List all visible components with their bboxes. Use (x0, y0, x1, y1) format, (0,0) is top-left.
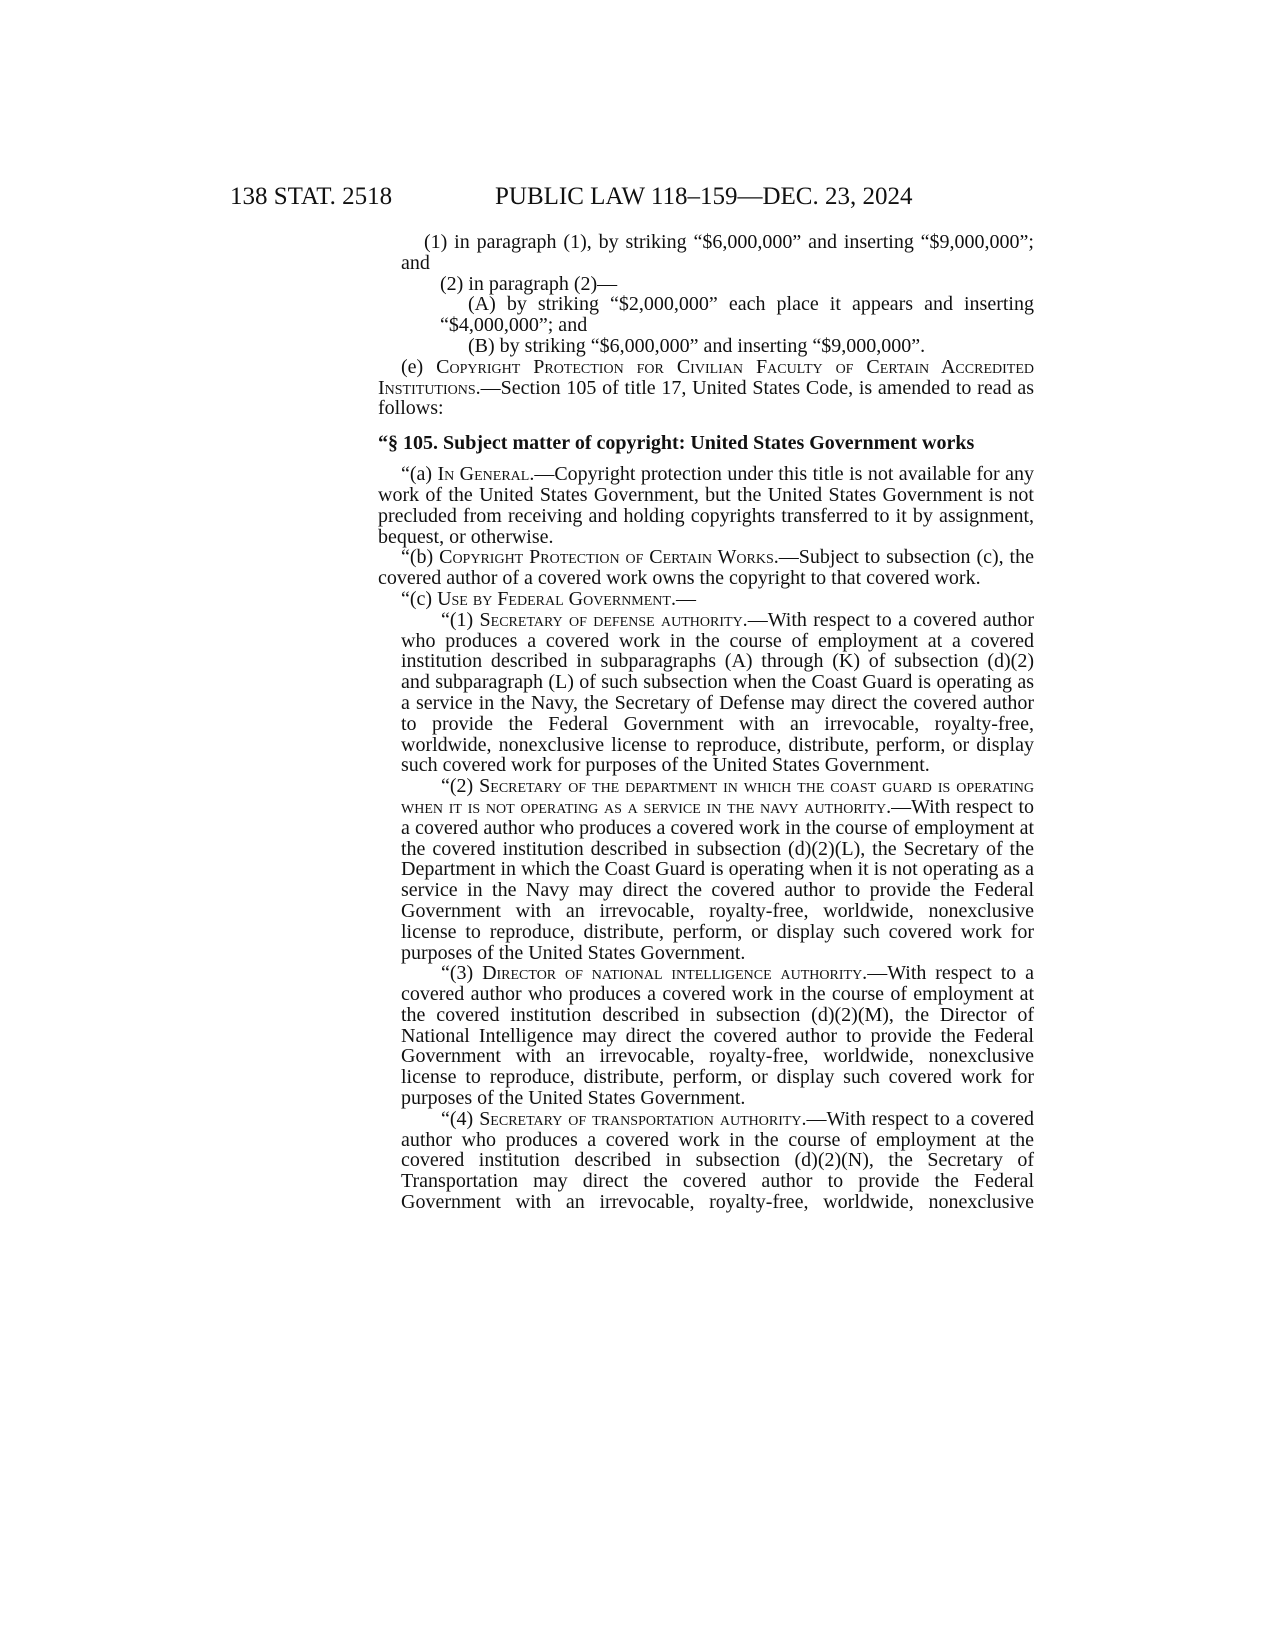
subsection-e-caption: Copyright Protection for Civilian Faculty of Certain Accredited Institutions. (378, 355, 1034, 399)
law-reference: PUBLIC LAW 118–159—DEC. 23, 2024 (495, 183, 913, 210)
paragraph-c3-prefix: “(3) (441, 962, 483, 985)
paragraph-c1-caption: Secretary of defense authority. (479, 608, 748, 631)
paragraph-c4-caption: Secretary of transportation authority. (479, 1107, 807, 1130)
subsection-a-text: —Copyright protection under this title is not available for any work of the United States Government, but the United States Government is not precluded from receiving and holding copyrights transferred to it by assignment, bequest, or otherwise. (378, 463, 1034, 548)
paragraph-c4-prefix: “(4) (441, 1107, 480, 1130)
amendment-dB (378, 336, 1034, 357)
amendment-dA (378, 294, 1034, 336)
subsection-c (378, 589, 1034, 610)
subsection-e-text: —Section 105 of title 17, United States Code, is amended to read as follows: (378, 376, 1034, 420)
amendment-dB-text: (B) by striking “$6,000,000” and inserting “$9,000,000”. (468, 334, 926, 357)
subsection-a-caption: In General. (437, 463, 535, 486)
paragraph-c2-caption: Secretary of the department in which the coast guard is operating when it is not operating as a service in the navy authority. (401, 775, 1034, 818)
subsection-e-prefix: (e) (401, 355, 437, 378)
amendment-dA-text: (A) by striking “$2,000,000” each place it appears and inserting “$4,000,000”; and (440, 293, 1034, 337)
amendment-d2 (378, 274, 1034, 295)
subsection-b-text: —Subject to subsection (c), the covered author of a covered work owns the copyright to that covered work. (378, 546, 1034, 590)
paragraph-c3-caption: Director of national intelligence authority. (482, 962, 868, 985)
subsection-c-text: — (675, 587, 696, 610)
subsection-e (378, 357, 1034, 419)
paragraph-c3 (378, 963, 1034, 1109)
subsection-a-prefix: “(a) (401, 463, 438, 486)
paragraph-c1-prefix: “(1) (441, 608, 480, 631)
paragraph-c1 (378, 610, 1034, 776)
subsection-a (378, 464, 1034, 547)
page-reference: 138 STAT. 2518 (230, 183, 393, 210)
paragraph-c1-text: —With respect to a covered author who produces a covered work in the course of employment at a covered institution described in subparagraphs (A) through (K) of subsection (d)(2) and subparagraph (L) of such subsection when the Coast Guard is operating as a service in the Navy, the Secretary of Defense may direct the covered author to provide the Federal Government with an irrevocable, royalty-free, worldwide, nonexclusive license to reproduce, distribute, perform, or display such covered work for purposes of the United States Government. (401, 608, 1035, 777)
amendment-d1-text: (1) in paragraph (1), by striking “$6,000,000” and inserting “$9,000,000”; and (401, 231, 1034, 274)
subsection-c-prefix: “(c) (401, 587, 438, 610)
subsection-b-caption: Copyright Protection of Certain Works. (439, 546, 779, 569)
paragraph-c2-text: —With respect to a covered author who produces a covered work in the course of employment at the covered institution described in subsection (d)(2)(L), the Secretary of the Department in which the Coast Guard is operating when it is not operating as a service in the Navy may direct the covered author to provide the Federal Government with an irrevocable, royalty-free, worldwide, nonexclusive license to reproduce, distribute, perform, or display such covered work for purposes of the United States Government. (401, 795, 1034, 964)
paragraph-c4-text: —With respect to a covered author who produces a covered work in the course of employment at the covered institution described in subsection (d)(2)(N), the Secretary of Transportation may direct the covered author to provide the Federal Government with an irrevocable, royalty-free, worldwide, nonexclusive (401, 1107, 1035, 1214)
subsection-c-caption: Use by Federal Government. (437, 587, 676, 610)
document-body (378, 232, 1034, 1213)
paragraph-c2 (378, 776, 1034, 963)
amendment-d1 (378, 232, 1034, 274)
subsection-b (378, 547, 1034, 589)
paragraph-c3-text: —With respect to a covered author who produces a covered work in the course of employment at the covered institution described in subsection (d)(2)(M), the Director of National Intelligence may direct the covered author to provide the Federal Government with an irrevocable, royalty-free, worldwide, nonexclusive license to reproduce, distribute, perform, or display such covered work for purposes of the United States Government. (401, 962, 1035, 1110)
section-105-heading: “§ 105. Subject matter of copyright: United States Government works (378, 432, 975, 455)
subsection-b-prefix: “(b) (401, 546, 440, 569)
paragraph-c2-prefix: “(2) (441, 775, 480, 798)
paragraph-c4 (378, 1109, 1034, 1213)
amendment-d2-text: (2) in paragraph (2)— (440, 272, 618, 295)
